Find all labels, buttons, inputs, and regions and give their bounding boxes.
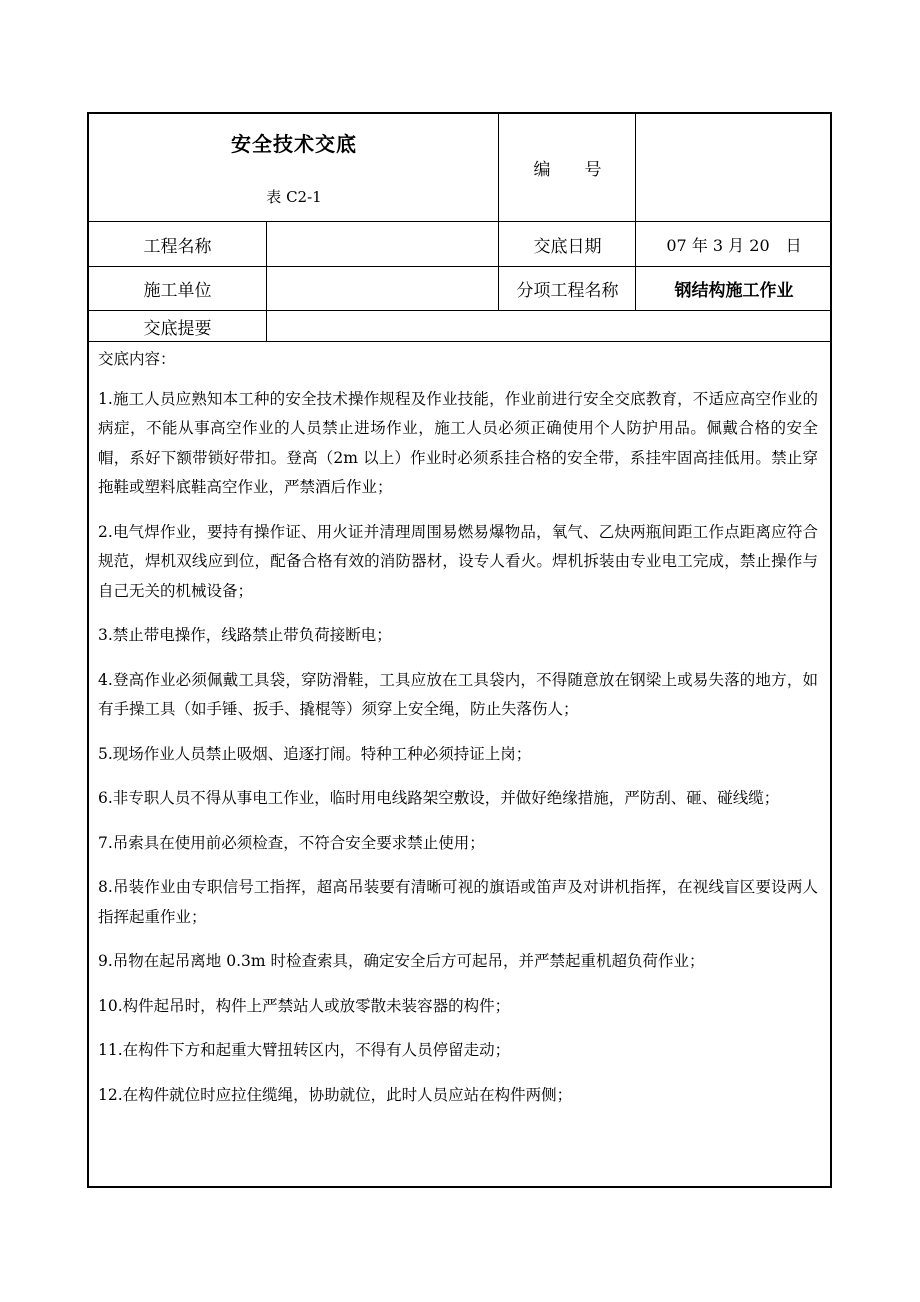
content-item: 9.吊物在起吊离地 0.3m 时检查索具，确定安全后方可起吊，并严禁起重机超负荷作业； — [98, 952, 705, 970]
content-item: 10.构件起吊时，构件上严禁站人或放零散未装容器的构件； — [98, 996, 511, 1015]
row-divider — [89, 341, 830, 342]
number-label: 编 号 — [533, 160, 602, 180]
project-name-label: 工程名称 — [143, 236, 212, 257]
summary-label: 交底提要 — [143, 318, 212, 339]
row-divider — [89, 266, 830, 267]
date-value: 07 年 3 月 20 日 — [666, 235, 802, 255]
content-item: 11.在构件下方和起重大臂扭转区内，不得有人员停留走动； — [98, 1041, 511, 1059]
column-divider — [635, 114, 636, 310]
project-name-value — [267, 222, 498, 266]
unit-label: 施工单位 — [143, 281, 212, 301]
column-divider — [498, 114, 499, 310]
number-value — [636, 114, 832, 221]
content-item: 4.登高作业必须佩戴工具袋，穿防滑鞋，工具应放在工具袋内，不得随意放在钢梁上或易失落的地方，如有手操工具（如手锤、扳手、撬棍等）须穿上安全绳，防止失落伤人； — [98, 670, 818, 718]
briefing-content — [98, 345, 818, 1125]
content-item: 3.禁止带电操作，线路禁止带负荷接断电； — [98, 626, 392, 644]
content-item: 7.吊索具在使用前必须检查，不符合安全要求禁止使用； — [98, 833, 485, 852]
safety-briefing-form — [87, 112, 832, 1188]
subproject-label: 分项工程名称 — [516, 281, 619, 301]
form-number-code: 表 C2-1 — [266, 188, 322, 206]
summary-value — [267, 311, 832, 341]
row-divider — [89, 310, 830, 311]
content-heading: 交底内容： — [98, 350, 176, 368]
content-item: 1.施工人员应熟知本工种的安全技术操作规程及作业技能，作业前进行安全交底教育，不适应高空作业的病症，不能从事高空作业的人员禁止进场作业，施工人员必须正确使用个人防护用品。佩戴合格的安全帽，系好下额带锁好带扣。登高（2m 以上）作业时必须系挂合格的安全带，系挂牢固高挂低用。禁止穿拖鞋或塑料底鞋高空作业，严禁酒后作业； — [98, 389, 818, 496]
content-item: 6.非专职人员不得从事电工作业，临时用电线路架空敷设，并做好绝缘措施，严防刮、砸、碰线缆； — [98, 789, 780, 807]
content-item: 5.现场作业人员禁止吸烟、追逐打闹。特种工种必须持证上岗； — [98, 744, 532, 763]
unit-value — [267, 267, 498, 310]
date-label: 交底日期 — [533, 236, 602, 257]
row-divider — [89, 221, 830, 222]
content-item: 12.在构件就位时应拉住缆绳，协助就位，此时人员应站在构件两侧； — [98, 1085, 573, 1104]
form-title: 安全技术交底 — [231, 132, 357, 156]
column-divider — [266, 221, 267, 341]
subproject-value: 钢结构施工作业 — [674, 281, 794, 301]
content-item: 8.吊装作业由专职信号工指挥，超高吊装要有清晰可视的旗语或笛声及对讲机指挥，在视线盲区要设两人指挥起重作业； — [98, 878, 818, 926]
content-item: 2.电气焊作业，要持有操作证、用火证并清理周围易燃易爆物品，氧气、乙炔两瓶间距工作点距离应符合规范，焊机双线应到位，配备合格有效的消防器材，设专人看火。焊机拆装由专业电工完成，禁止操作与自己无关的机械设备； — [98, 522, 818, 600]
